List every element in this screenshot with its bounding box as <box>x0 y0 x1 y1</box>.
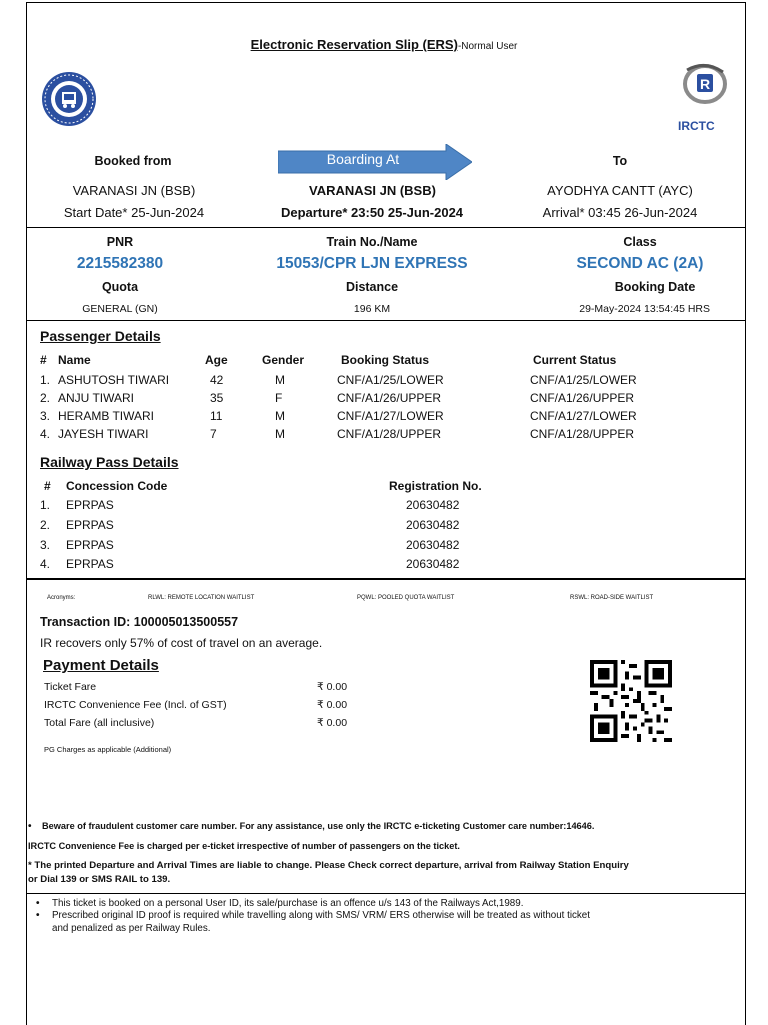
ers-subtitle: -Normal User <box>457 41 518 52</box>
pass-col-concession: Concession Code <box>66 479 168 493</box>
pass-num: 2. <box>40 518 51 532</box>
pass-registration-no: 20630482 <box>406 557 460 571</box>
passenger-gender: M <box>275 373 285 387</box>
times-notice-line2: or Dial 139 or SMS RAIL to 139. <box>28 874 171 885</box>
passenger-age: 42 <box>210 373 224 387</box>
passenger-name: ANJU TIWARI <box>58 391 135 405</box>
class-label: Class <box>623 235 657 249</box>
quota-value: GENERAL (GN) <box>82 303 158 315</box>
passenger-booking-status: CNF/A1/28/UPPER <box>337 427 442 441</box>
passenger-num: 4. <box>40 427 51 441</box>
boarding-station: VARANASI JN (BSB) <box>309 183 436 198</box>
passenger-gender: M <box>275 427 285 441</box>
pass-registration-no: 20630482 <box>406 498 460 512</box>
pass-concession-code: EPRPAS <box>66 557 114 571</box>
pass-num: 4. <box>40 557 51 571</box>
payment-details-heading: Payment Details <box>43 657 159 674</box>
passenger-num: 2. <box>40 391 51 405</box>
svg-text:R: R <box>699 76 711 92</box>
passenger-booking-status: CNF/A1/27/LOWER <box>337 409 444 423</box>
irctc-logo-icon <box>675 60 731 110</box>
passenger-col-name: Name <box>58 353 91 367</box>
start-date: Start Date* 25-Jun-2024 <box>63 205 205 220</box>
from-station: VARANASI JN (BSB) <box>72 183 196 198</box>
passenger-booking-status: CNF/A1/26/UPPER <box>337 391 442 405</box>
passenger-details-heading: Passenger Details <box>40 328 161 344</box>
passenger-num: 1. <box>40 373 51 387</box>
passenger-gender: F <box>275 391 283 405</box>
passenger-current-status: CNF/A1/27/LOWER <box>530 409 637 423</box>
document-title <box>0 37 768 52</box>
pass-col-num: # <box>44 479 51 493</box>
acronyms-label: Acronyms: <box>47 595 76 601</box>
pg-charges-note: PG Charges as applicable (Additional) <box>44 745 172 754</box>
pnr-value: 2215582380 <box>76 255 164 272</box>
distance-value: 196 KM <box>353 303 391 315</box>
personal-id-notice: This ticket is booked on a personal User ID, its sale/purchase is an offence u/s 143 of the Railways Act,1989. <box>52 898 524 909</box>
booking-date-label: Booking Date <box>614 280 696 294</box>
passenger-age: 7 <box>210 427 217 441</box>
passenger-col-num: # <box>40 353 47 367</box>
divider <box>26 227 745 228</box>
acronym-pqwl: PQWL: POOLED QUOTA WAITLIST <box>357 595 455 601</box>
pass-concession-code: EPRPAS <box>66 498 114 512</box>
acronym-rswl: RSWL: ROAD-SIDE WAITLIST <box>570 595 654 601</box>
pnr-label: PNR <box>106 235 134 249</box>
convenience-fee-notice: IRCTC Convenience Fee is charged per e-ticket irrespective of number of passengers on the ticket. <box>28 841 460 851</box>
boarding-at-label: Boarding At <box>326 151 400 167</box>
passenger-num: 3. <box>40 409 51 423</box>
pass-col-registration: Registration No. <box>389 479 482 493</box>
bullet-icon: • <box>36 910 40 921</box>
payment-value-ticket-fare: ₹ 0.00 <box>317 681 348 693</box>
passenger-age: 11 <box>210 409 223 423</box>
passenger-gender: M <box>275 409 285 423</box>
passenger-name: ASHUTOSH TIWARI <box>58 373 170 387</box>
qr-code-icon <box>590 659 672 743</box>
railway-pass-heading: Railway Pass Details <box>40 454 179 470</box>
transaction-id: Transaction ID: 100005013500557 <box>40 615 239 629</box>
class-value: SECOND AC (2A) <box>576 255 704 272</box>
passenger-current-status: CNF/A1/25/LOWER <box>530 373 637 387</box>
train-value: 15053/CPR LJN EXPRESS <box>276 255 468 272</box>
arrival-time: Arrival* 03:45 26-Jun-2024 <box>542 205 698 220</box>
ers-title: Electronic Reservation Slip (ERS) <box>250 37 458 52</box>
ir-recovery-note: IR recovers only 57% of cost of travel on an average. <box>40 636 323 650</box>
id-proof-notice-line2: and penalized as per Railway Rules. <box>52 923 211 934</box>
payment-label-convenience-fee: IRCTC Convenience Fee (Incl. of GST) <box>44 699 227 711</box>
passenger-col-gender: Gender <box>262 353 305 367</box>
passenger-name: JAYESH TIWARI <box>58 427 149 441</box>
passenger-col-current-status: Current Status <box>533 353 617 367</box>
booking-date-value: 29-May-2024 13:54:45 HRS <box>579 303 710 315</box>
pass-registration-no: 20630482 <box>406 518 460 532</box>
divider <box>26 893 745 894</box>
passenger-booking-status: CNF/A1/25/LOWER <box>337 373 444 387</box>
passenger-name: HERAMB TIWARI <box>58 409 155 423</box>
pass-concession-code: EPRPAS <box>66 538 114 552</box>
acronym-rlwl: RLWL: REMOTE LOCATION WAITLIST <box>148 595 255 601</box>
payment-value-total-fare: ₹ 0.00 <box>317 717 348 729</box>
to-label: To <box>612 154 628 168</box>
divider <box>26 320 745 321</box>
passenger-current-status: CNF/A1/26/UPPER <box>530 391 635 405</box>
payment-value-convenience-fee: ₹ 0.00 <box>317 699 348 711</box>
passenger-col-booking-status: Booking Status <box>341 353 430 367</box>
departure-time: Departure* 23:50 25-Jun-2024 <box>280 205 464 220</box>
distance-label: Distance <box>345 280 399 294</box>
payment-label-ticket-fare: Ticket Fare <box>44 681 97 693</box>
payment-label-total-fare: Total Fare (all inclusive) <box>44 717 155 729</box>
passenger-col-age: Age <box>205 353 228 367</box>
booked-from-label: Booked from <box>94 154 172 168</box>
passenger-current-status: CNF/A1/28/UPPER <box>530 427 635 441</box>
times-notice-line1: * The printed Departure and Arrival Times are liable to change. Please Check correct departure, arrival from Railway Station Enquiry <box>28 860 629 871</box>
pass-concession-code: EPRPAS <box>66 518 114 532</box>
divider <box>26 578 745 580</box>
bullet-icon: • <box>36 898 40 909</box>
indian-railways-logo-icon <box>40 70 98 128</box>
pass-num: 3. <box>40 538 51 552</box>
beware-notice-bullet: • <box>28 821 32 832</box>
pass-num: 1. <box>40 498 51 512</box>
beware-notice: Beware of fraudulent customer care number. For any assistance, use only the IRCTC e-ticketing Customer care number:14646. <box>42 821 595 831</box>
pass-registration-no: 20630482 <box>406 538 460 552</box>
irctc-logo-text: IRCTC <box>678 119 715 133</box>
train-label: Train No./Name <box>326 235 418 249</box>
id-proof-notice-line1: Prescribed original ID proof is required while travelling along with SMS/ VRM/ ERS otherwise will be treated as without ticket <box>52 910 590 921</box>
to-station: AYODHYA CANTT (AYC) <box>547 183 693 198</box>
quota-label: Quota <box>101 280 139 294</box>
passenger-age: 35 <box>210 391 224 405</box>
